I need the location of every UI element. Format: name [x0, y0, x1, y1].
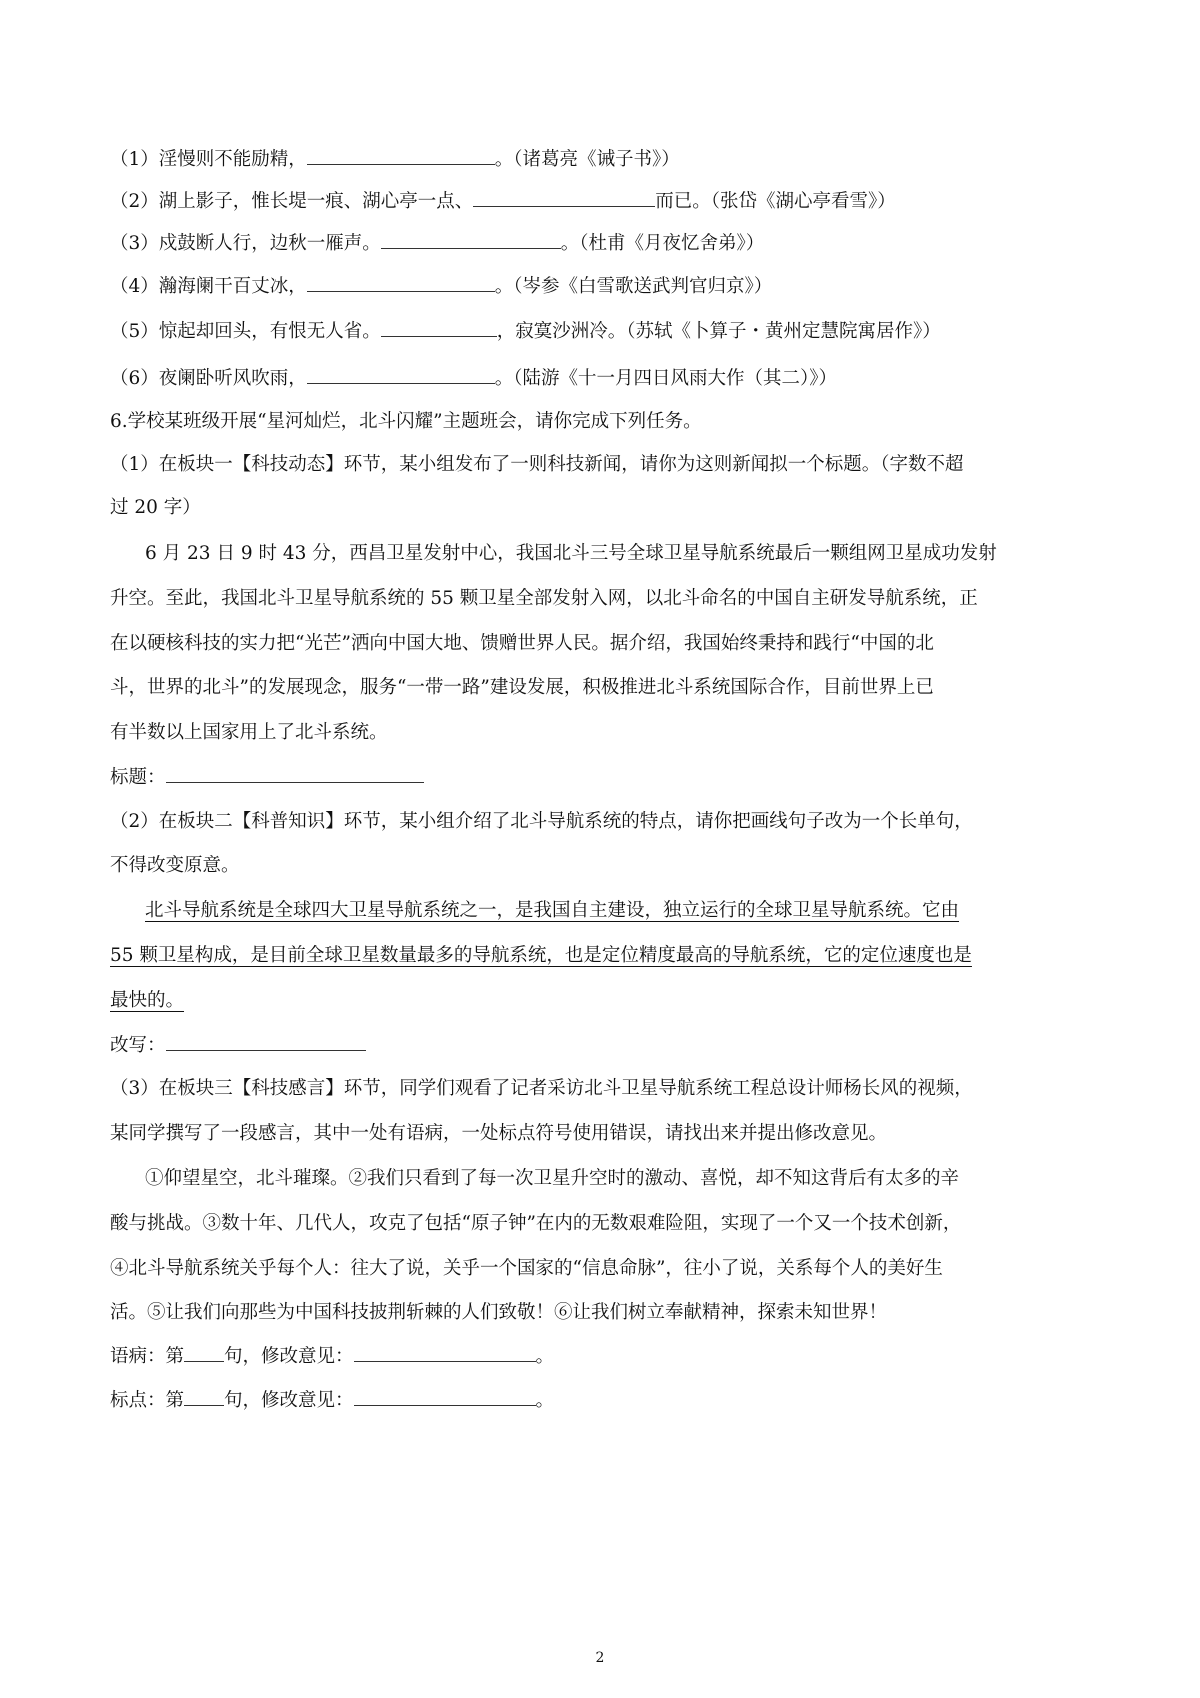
rewrite-answer: 改写： — [110, 1032, 366, 1060]
passage-line: ④北斗导航系统关乎每个人：往大了说，关乎一个国家的“信息命脉”，往小了说，关系每个人的美好生 — [110, 1258, 943, 1279]
passage-line: 活。⑤让我们向那些为中国科技披荆斩棘的人们致敬！⑥让我们树立奉献精神，探索未知世界！ — [110, 1302, 888, 1323]
news-line: 6 月 23 日 9 时 43 分，西昌卫星发射中心，我国北斗三号全球卫星导航系统最后一颗组网卫星成功发射 — [145, 543, 997, 564]
answer-blank[interactable] — [473, 188, 655, 207]
q5-item-1: （1）淫慢则不能励精， 。（诸葛亮《诫子书》） — [110, 146, 680, 174]
passage-line: 酸与挑战。③数十年、几代人，攻克了包括“原子钟”在内的无数艰难险阻，实现了一个又一个技术创新， — [110, 1213, 962, 1234]
sentence-number-blank[interactable] — [184, 1387, 224, 1406]
answer-blank[interactable] — [307, 365, 495, 384]
grammar-answer: 语病：第 句，修改意见： 。 — [110, 1343, 554, 1371]
q6-part2-line2: 不得改变原意。 — [110, 855, 240, 876]
q6-part1-line2: 过 20 字） — [110, 497, 201, 518]
title-answer: 标题： — [110, 764, 424, 792]
news-line: 升空。至此，我国北斗卫星导航系统的 55 颗卫星全部发射入网，以北斗命名的中国自主研发导航系统，正 — [110, 588, 978, 609]
sentence-number-blank[interactable] — [184, 1343, 224, 1362]
q5-item-6: （6）夜阑卧听风吹雨， 。（陆游《十一月四日风雨大作（其二）》） — [110, 365, 837, 393]
q5-item-3: （3）戍鼓断人行，边秋一雁声。 。（杜甫《月夜忆舍弟》） — [110, 230, 764, 258]
news-line: 有半数以上国家用上了北斗系统。 — [110, 722, 388, 743]
answer-blank[interactable] — [381, 318, 497, 337]
news-line: 在以硬核科技的实力把“光芒”洒向中国大地、馈赠世界人民。据介绍，我国始终秉持和践行“中国的北 — [110, 633, 934, 654]
answer-blank[interactable] — [307, 146, 495, 165]
underlined-sentence: 北斗导航系统是全球四大卫星导航系统之一，是我国自主建设，独立运行的全球卫星导航系统。它由 — [145, 900, 960, 921]
answer-blank[interactable] — [307, 273, 495, 292]
passage-line: ①仰望星空，北斗璀璨。②我们只看到了每一次卫星升空时的激动、喜悦，却不知这背后有太多的辛 — [145, 1168, 960, 1189]
news-line: 斗，世界的北斗”的发展现念，服务“一带一路”建设发展，积极推进北斗系统国际合作，目前世界上已 — [110, 677, 934, 698]
suggestion-blank[interactable] — [354, 1387, 536, 1406]
title-answer-blank[interactable] — [166, 764, 424, 783]
q5-item-4: （4）瀚海阑干百丈冰， 。（岑参《白雪歌送武判官归京》） — [110, 273, 772, 301]
q6-part1-line1: （1）在板块一【科技动态】环节，某小组发布了一则科技新闻，请你为这则新闻拟一个标题。（字数不超 — [110, 454, 964, 475]
punctuation-answer: 标点：第 句，修改意见： 。 — [110, 1387, 554, 1415]
q6-stem: 6.学校某班级开展“星河灿烂，北斗闪耀”主题班会，请你完成下列任务。 — [110, 411, 702, 432]
q6-part2-line1: （2）在板块二【科普知识】环节，某小组介绍了北斗导航系统的特点，请你把画线句子改为一个长单句， — [110, 811, 973, 832]
rewrite-answer-blank[interactable] — [166, 1032, 366, 1051]
q6-part3-line1: （3）在板块三【科技感言】环节，同学们观看了记者采访北斗卫星导航系统工程总设计师杨长风的视频， — [110, 1078, 973, 1099]
q5-item-5: （5）惊起却回头，有恨无人省。 ，寂寞沙洲冷。（苏轼《卜算子・黄州定慧院寓居作》） — [110, 318, 941, 346]
underlined-sentence: 最快的。 — [110, 990, 185, 1011]
q6-part3-line2: 某同学撰写了一段感言，其中一处有语病，一处标点符号使用错误，请找出来并提出修改意见。 — [110, 1123, 888, 1144]
page-number: 2 — [595, 1650, 605, 1666]
answer-blank[interactable] — [381, 230, 561, 249]
underlined-sentence: 55 颗卫星构成，是目前全球卫星数量最多的导航系统，也是定位精度最高的导航系统，它的定位速度也是 — [110, 945, 972, 966]
suggestion-blank[interactable] — [354, 1343, 536, 1362]
q5-item-2: （2）湖上影子，惟长堤一痕、湖心亭一点、 而已。（张岱《湖心亭看雪》） — [110, 188, 896, 216]
